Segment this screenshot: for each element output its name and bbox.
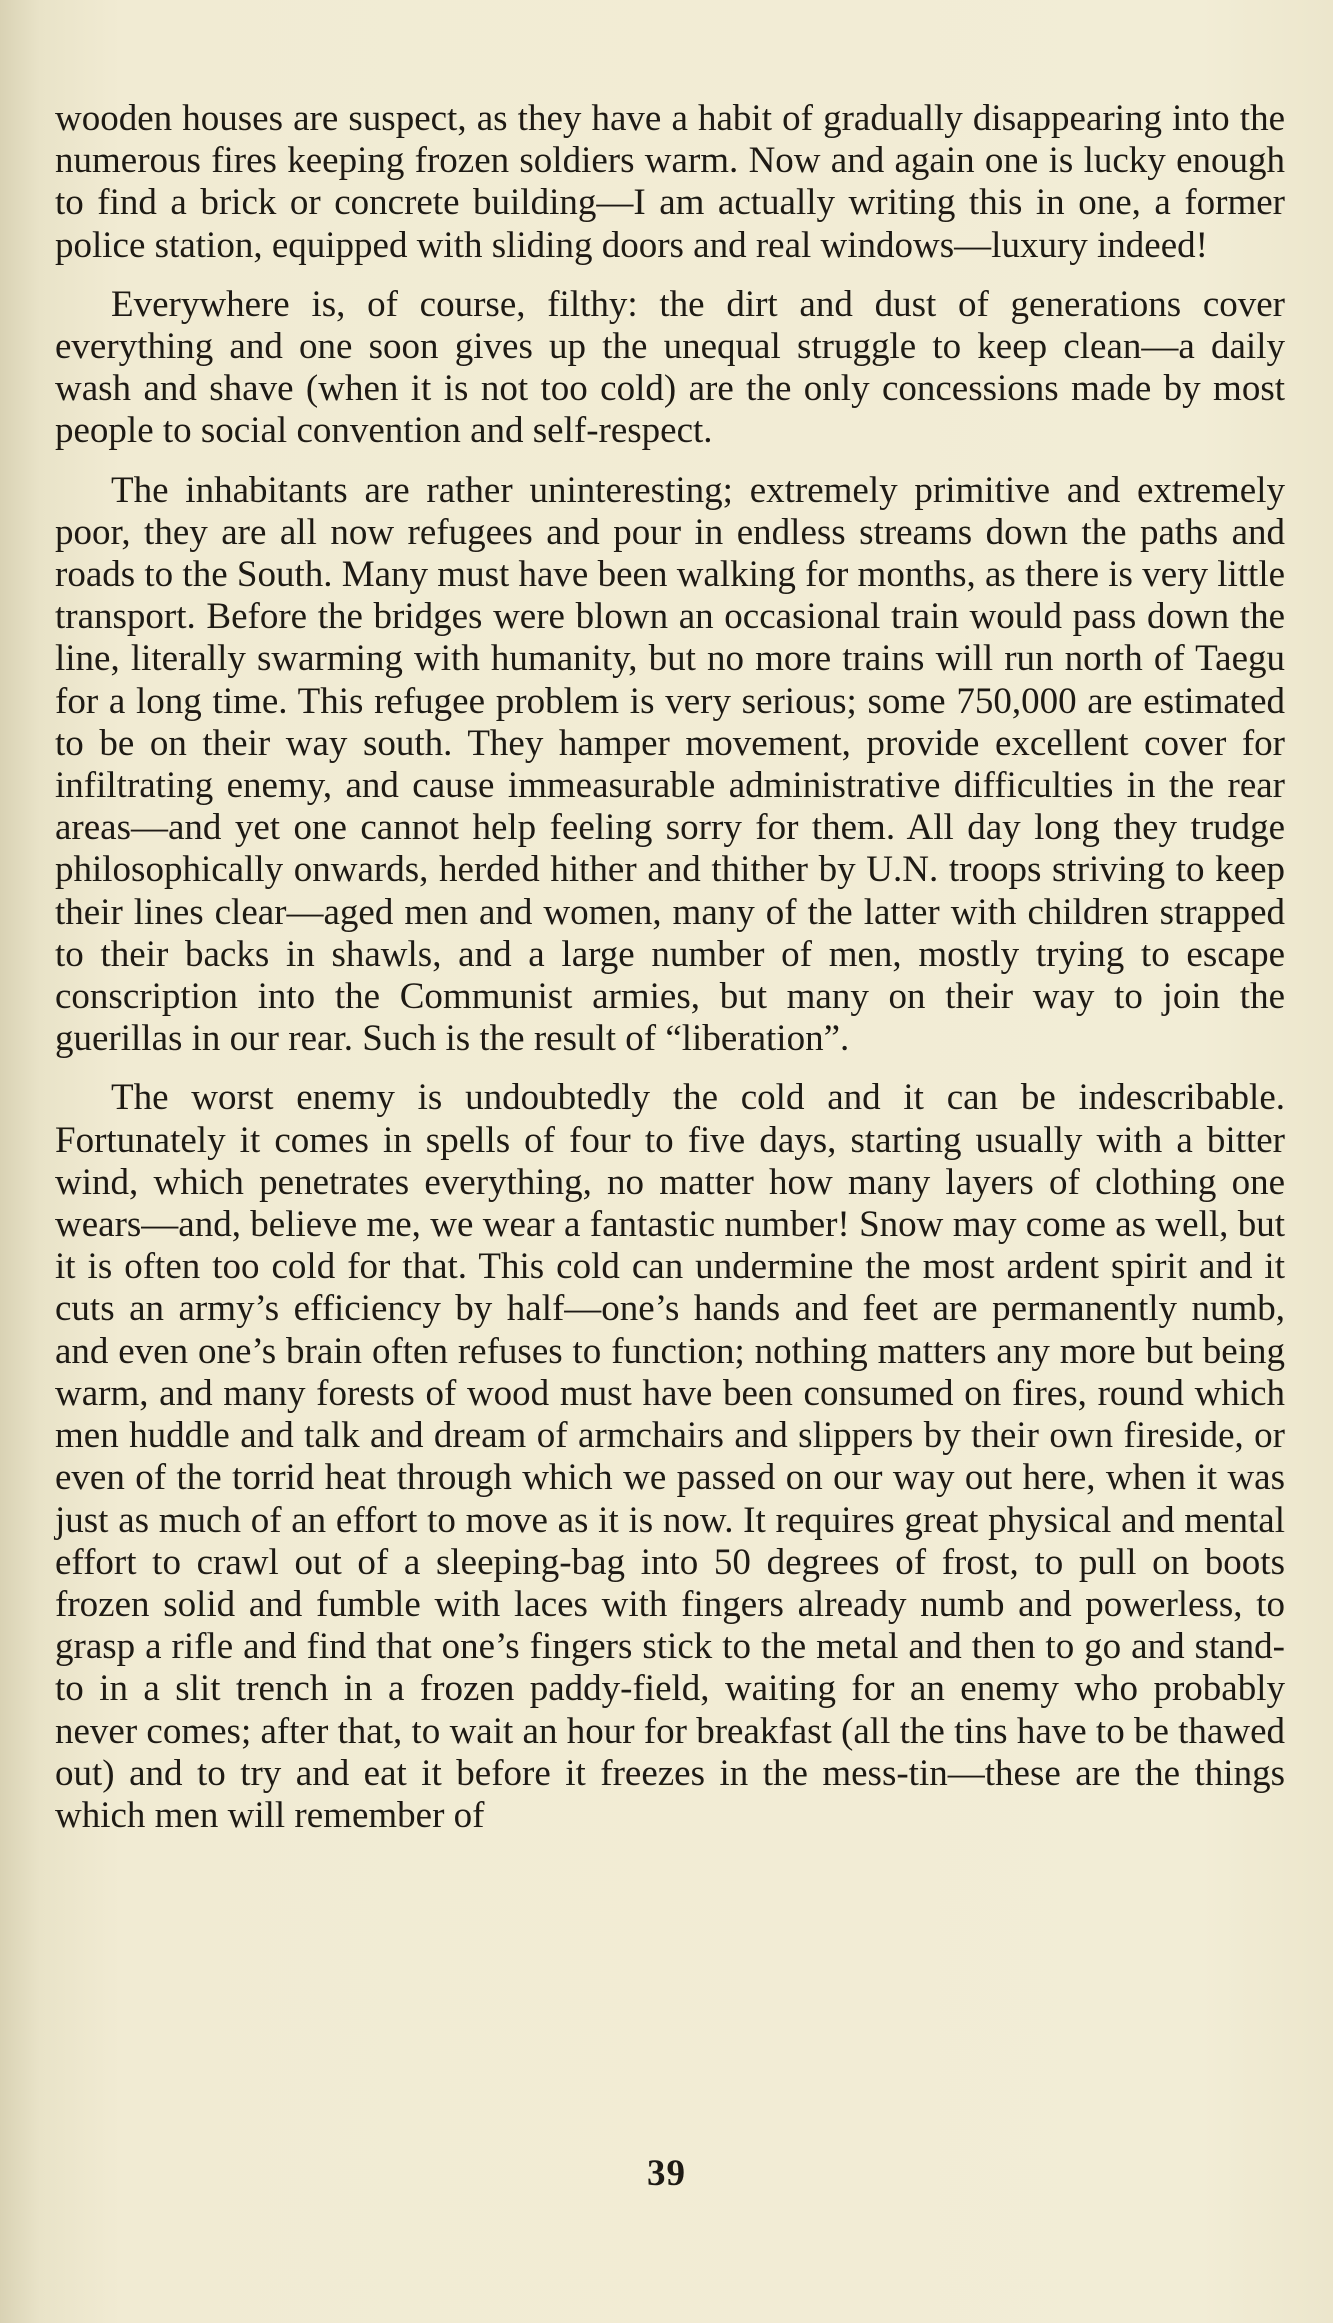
page-number: 39 bbox=[647, 2153, 686, 2194]
paragraph-continued: wooden houses are suspect, as they have a habit of gradually disappearing into the numerous fires keeping frozen soldiers warm. Now and again one is lucky enough to find a brick or concrete building—I am actually writing this in one, a former police station, equipped with sliding doors and real windows—luxury indeed! bbox=[55, 98, 1285, 266]
body-text bbox=[55, 98, 1285, 1854]
paragraph-inhabitants: The inhabitants are rather uninteresting; extremely primitive and extremely poor, they are all now refugees and pour in endless streams down the paths and roads to the South. Many must have been walking for months, as there is very little transport. Before the bridges were blown an occasional train would pass down the line, literally swarming with humanity, but no more trains will run north of Taegu for a long time. This refugee problem is very serious; some 750,000 are estimated to be on their way south. They hamper movement, provide excellent cover for infiltrating enemy, and cause immeasurable administrative difficulties in the rear areas—and yet one cannot help feeling sorry for them. All day long they trudge philosophically onwards, herded hither and thither by U.N. troops striving to keep their lines clear—aged men and women, many of the latter with children strapped to their backs in shawls, and a large number of men, mostly trying to escape conscription into the Communist armies, but many on their way to join the guerillas in our rear. Such is the result of “liberation”. bbox=[55, 469, 1286, 1060]
paragraph-cold: The worst enemy is undoubtedly the cold and it can be indescribable. Fortunately it comes in spells of four to five days, starting usually with a bitter wind, which penetrates everything, no matter how many layers of clothing one wears—and, believe me, we wear a fantastic number! Snow may come as well, but it is often too cold for that. This cold can undermine the most ardent spirit and it cuts an army’s efficiency by half—one’s hands and feet are permanently numb, and even one’s brain often refuses to function; nothing matters any more but being warm, and many forests of wood must have been consumed on fires, round which men huddle and talk and dream of armchairs and slippers by their own fireside, or even of the torrid heat through which we passed on our way out here, when it was just as much of an effort to move as it is now. It requires great physical and mental effort to crawl out of a sleeping-bag into 50 degrees of frost, to pull on boots frozen solid and fumble with laces with fingers already numb and powerless, to grasp a rifle and find that one’s fingers stick to the metal and then to go and stand-to in a slit trench in a frozen paddy-field, waiting for an enemy who probably never comes; after that, to wait an hour for breakfast (all the tins have to be thawed out) and to try and eat it before it freezes in the mess-tin—these are the things which men will remember of bbox=[55, 1077, 1285, 1836]
paragraph-filth: Everywhere is, of course, filthy: the dirt and dust of generations cover everything and one soon gives up the unequal struggle to keep clean—a daily wash and shave (when it is not too cold) are the only concessions made by most people to social convention and self-respect. bbox=[55, 283, 1285, 452]
